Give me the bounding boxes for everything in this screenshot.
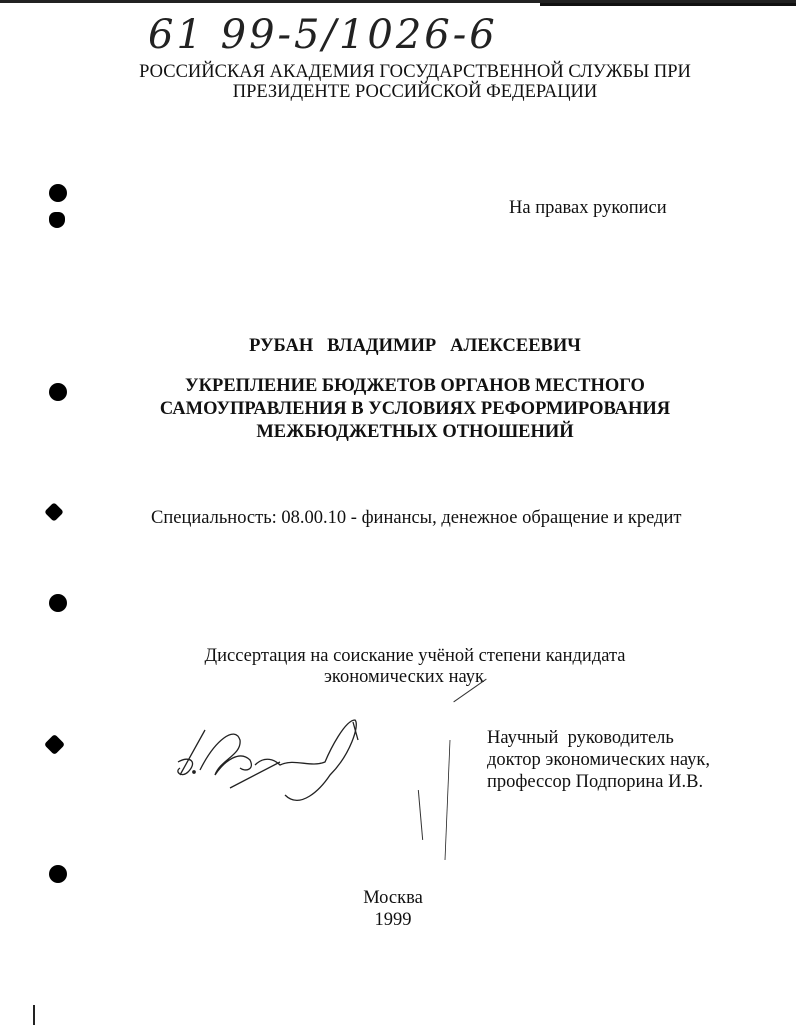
punch-hole	[44, 734, 65, 755]
scan-right-edge	[540, 3, 796, 6]
specialty: Специальность: 08.00.10 - финансы, денежное обращение и кредит	[151, 508, 682, 528]
advisor-line-1: Научный руководитель	[487, 728, 674, 748]
author-signature	[160, 700, 460, 860]
title-line-1: УКРЕПЛЕНИЕ БЮДЖЕТОВ ОРГАНОВ МЕСТНОГО	[185, 376, 645, 396]
title-line-2: САМОУПРАВЛЕНИЯ В УСЛОВИЯХ РЕФОРМИРОВАНИЯ	[159, 399, 671, 419]
year: 1999	[374, 910, 412, 930]
degree-line-1: Диссертация на соискание учёной степени кандидата	[204, 646, 626, 666]
manuscript-note: На правах рукописи	[509, 198, 667, 218]
punch-hole	[49, 594, 67, 612]
archive-number-handwritten: 61 99-5/1026-6	[148, 12, 498, 58]
punch-hole	[44, 502, 64, 522]
punch-hole	[49, 184, 67, 202]
punch-hole	[49, 383, 67, 401]
advisor-line-3: профессор Подпорина И.В.	[487, 772, 704, 792]
institution-line-1: РОССИЙСКАЯ АКАДЕМИЯ ГОСУДАРСТВЕННОЙ СЛУЖБЫ ПРИ	[139, 62, 691, 82]
punch-hole	[49, 212, 65, 228]
degree-line-2: экономических наук	[323, 667, 484, 687]
punch-hole	[49, 865, 67, 883]
author-name: РУБАН ВЛАДИМИР АЛЕКСЕЕВИЧ	[249, 336, 581, 356]
institution-line-2: ПРЕЗИДЕНТЕ РОССИЙСКОЙ ФЕДЕРАЦИИ	[232, 82, 598, 102]
title-line-3: МЕЖБЮДЖЕТНЫХ ОТНОШЕНИЙ	[256, 422, 574, 442]
scan-mark	[33, 1005, 35, 1025]
city: Москва	[363, 888, 423, 908]
advisor-line-2: доктор экономических наук,	[487, 750, 711, 770]
